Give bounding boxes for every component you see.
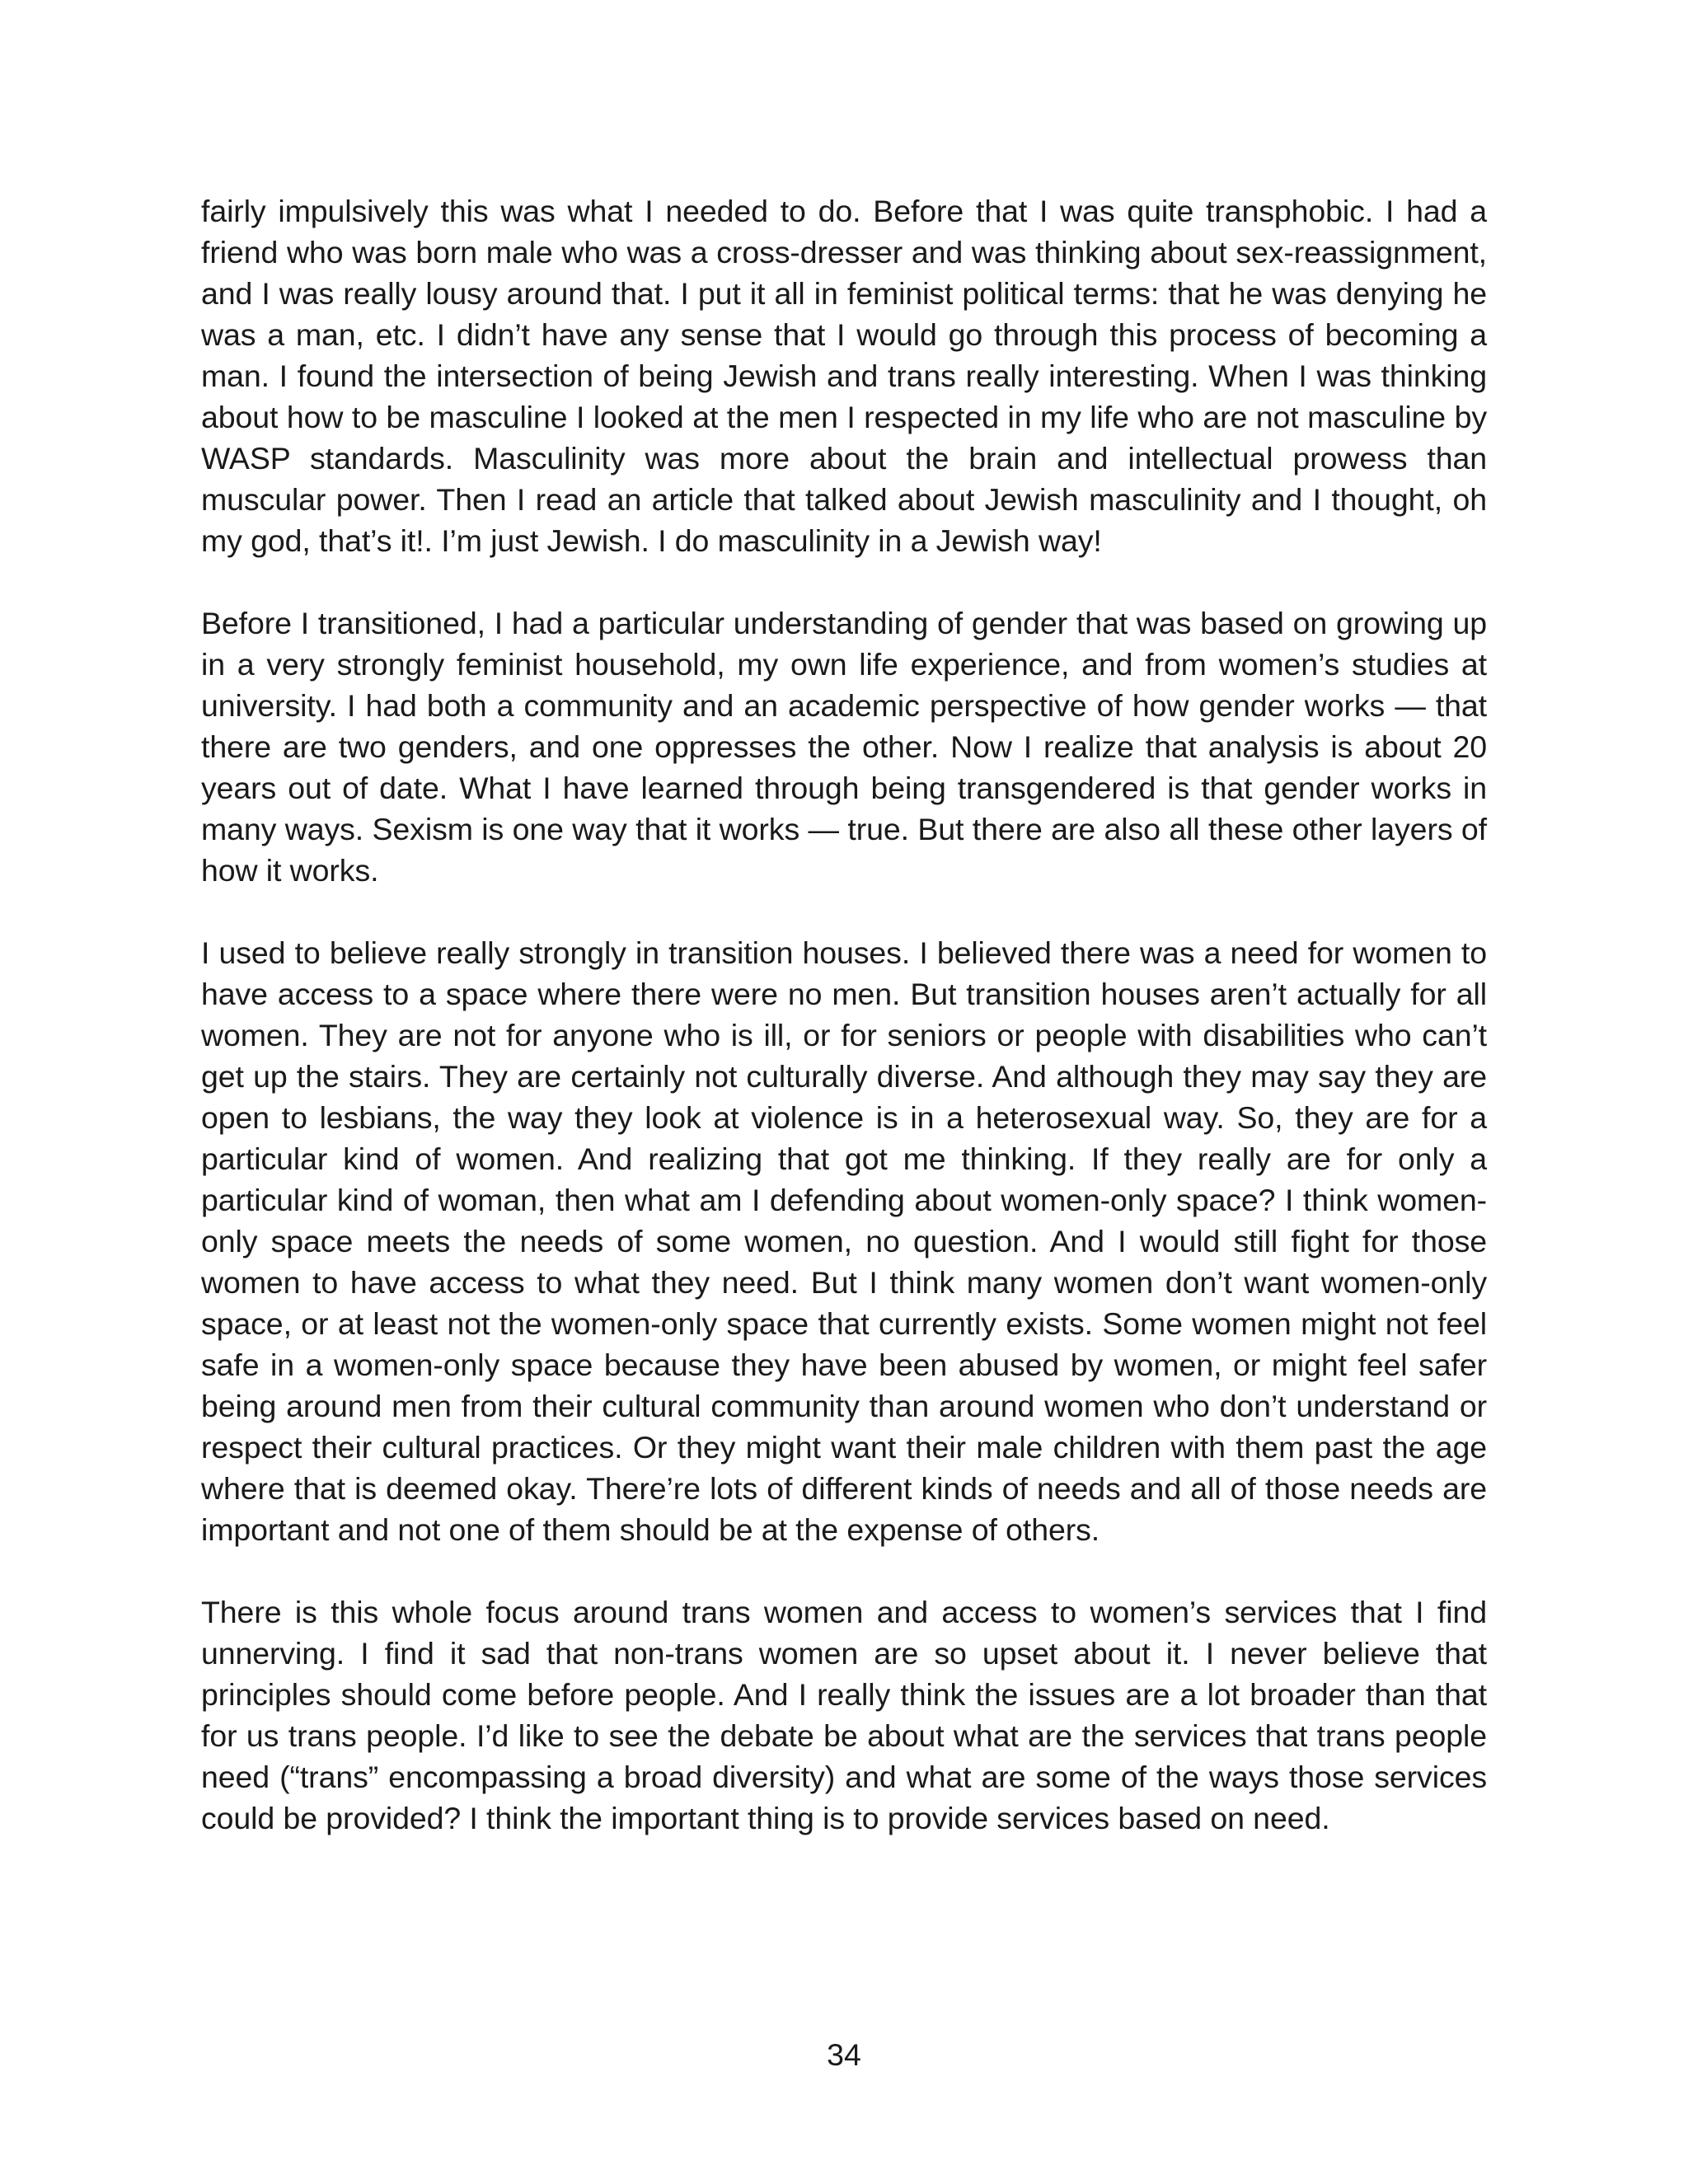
paragraph-3: I used to believe really strongly in transition houses. I believed there was a need for women to have access to a space where there were no men. But transition houses aren’t actually for all women. They are not for anyone who is ill, or for seniors or people with disabilities who can’t get up the stairs. They are certainly not culturally diverse. And although they may say they are open to lesbians, the way they look at violence is in a heterosexual way. So, they are for a particular kind of women. And realizing that got me thinking. If they really are for only a particular kind of woman, then what am I defending about women-only space? I think women-only space meets the needs of some women, no question. And I would still fight for those women to have access to what they need. But I think many women don’t want women-only space, or at least not the women-only space that currently exists. Some women might not feel safe in a women-only space because they have been abused by women, or might feel safer being around men from their cultural community than around women who don’t understand or respect their cultural practices. Or they might want their male children with them past the age where that is deemed okay. There’re lots of different kinds of needs and all of those needs are important and not one of them should be at the expense of others. bbox=[201, 935, 1487, 1547]
paragraph-1: fairly impulsively this was what I needed to do. Before that I was quite transphobic. I had a friend who was born male who was a cross-dresser and was thinking about sex-reassignment, and I was really lousy around that. I put it all in feminist political terms: that he was denying he was a man, etc. I didn’t have any sense that I would go through this process of becoming a man. I found the intersection of being Jewish and trans really interesting. When I was thinking about how to be masculine I looked at the men I respected in my life who are not masculine by WASP standards. Masculinity was more about the brain and intellectual prowess than muscular power. Then I read an article that talked about Jewish masculinity and I thought, oh my god, that’s it!. I’m just Jewish. I do masculinity in a Jewish way! bbox=[201, 194, 1487, 558]
page-body bbox=[201, 190, 1487, 1880]
paragraph-2: Before I transitioned, I had a particular understanding of gender that was based on growing up in a very strongly feminist household, my own life experience, and from women’s studies at university. I had both a community and an academic perspective of how gender works — that there are two genders, and one oppresses the other. Now I realize that analysis is about 20 years out of date. What I have learned through being transgendered is that gender works in many ways. Sexism is one way that it works — true. But there are also all these other layers of how it works. bbox=[201, 606, 1487, 888]
paragraph-4: There is this whole focus around trans women and access to women’s services that I find unnerving. I find it sad that non-trans women are so upset about it. I never believe that principles should come before people. And I really think the issues are a lot broader than that for us trans people. I’d like to see the debate be about what are the services that trans people need (“trans” encompassing a broad diversity) and what are some of the ways those services could be provided? I think the important thing is to provide services based on need. bbox=[201, 1595, 1487, 1835]
page-number: 34 bbox=[827, 2037, 861, 2072]
